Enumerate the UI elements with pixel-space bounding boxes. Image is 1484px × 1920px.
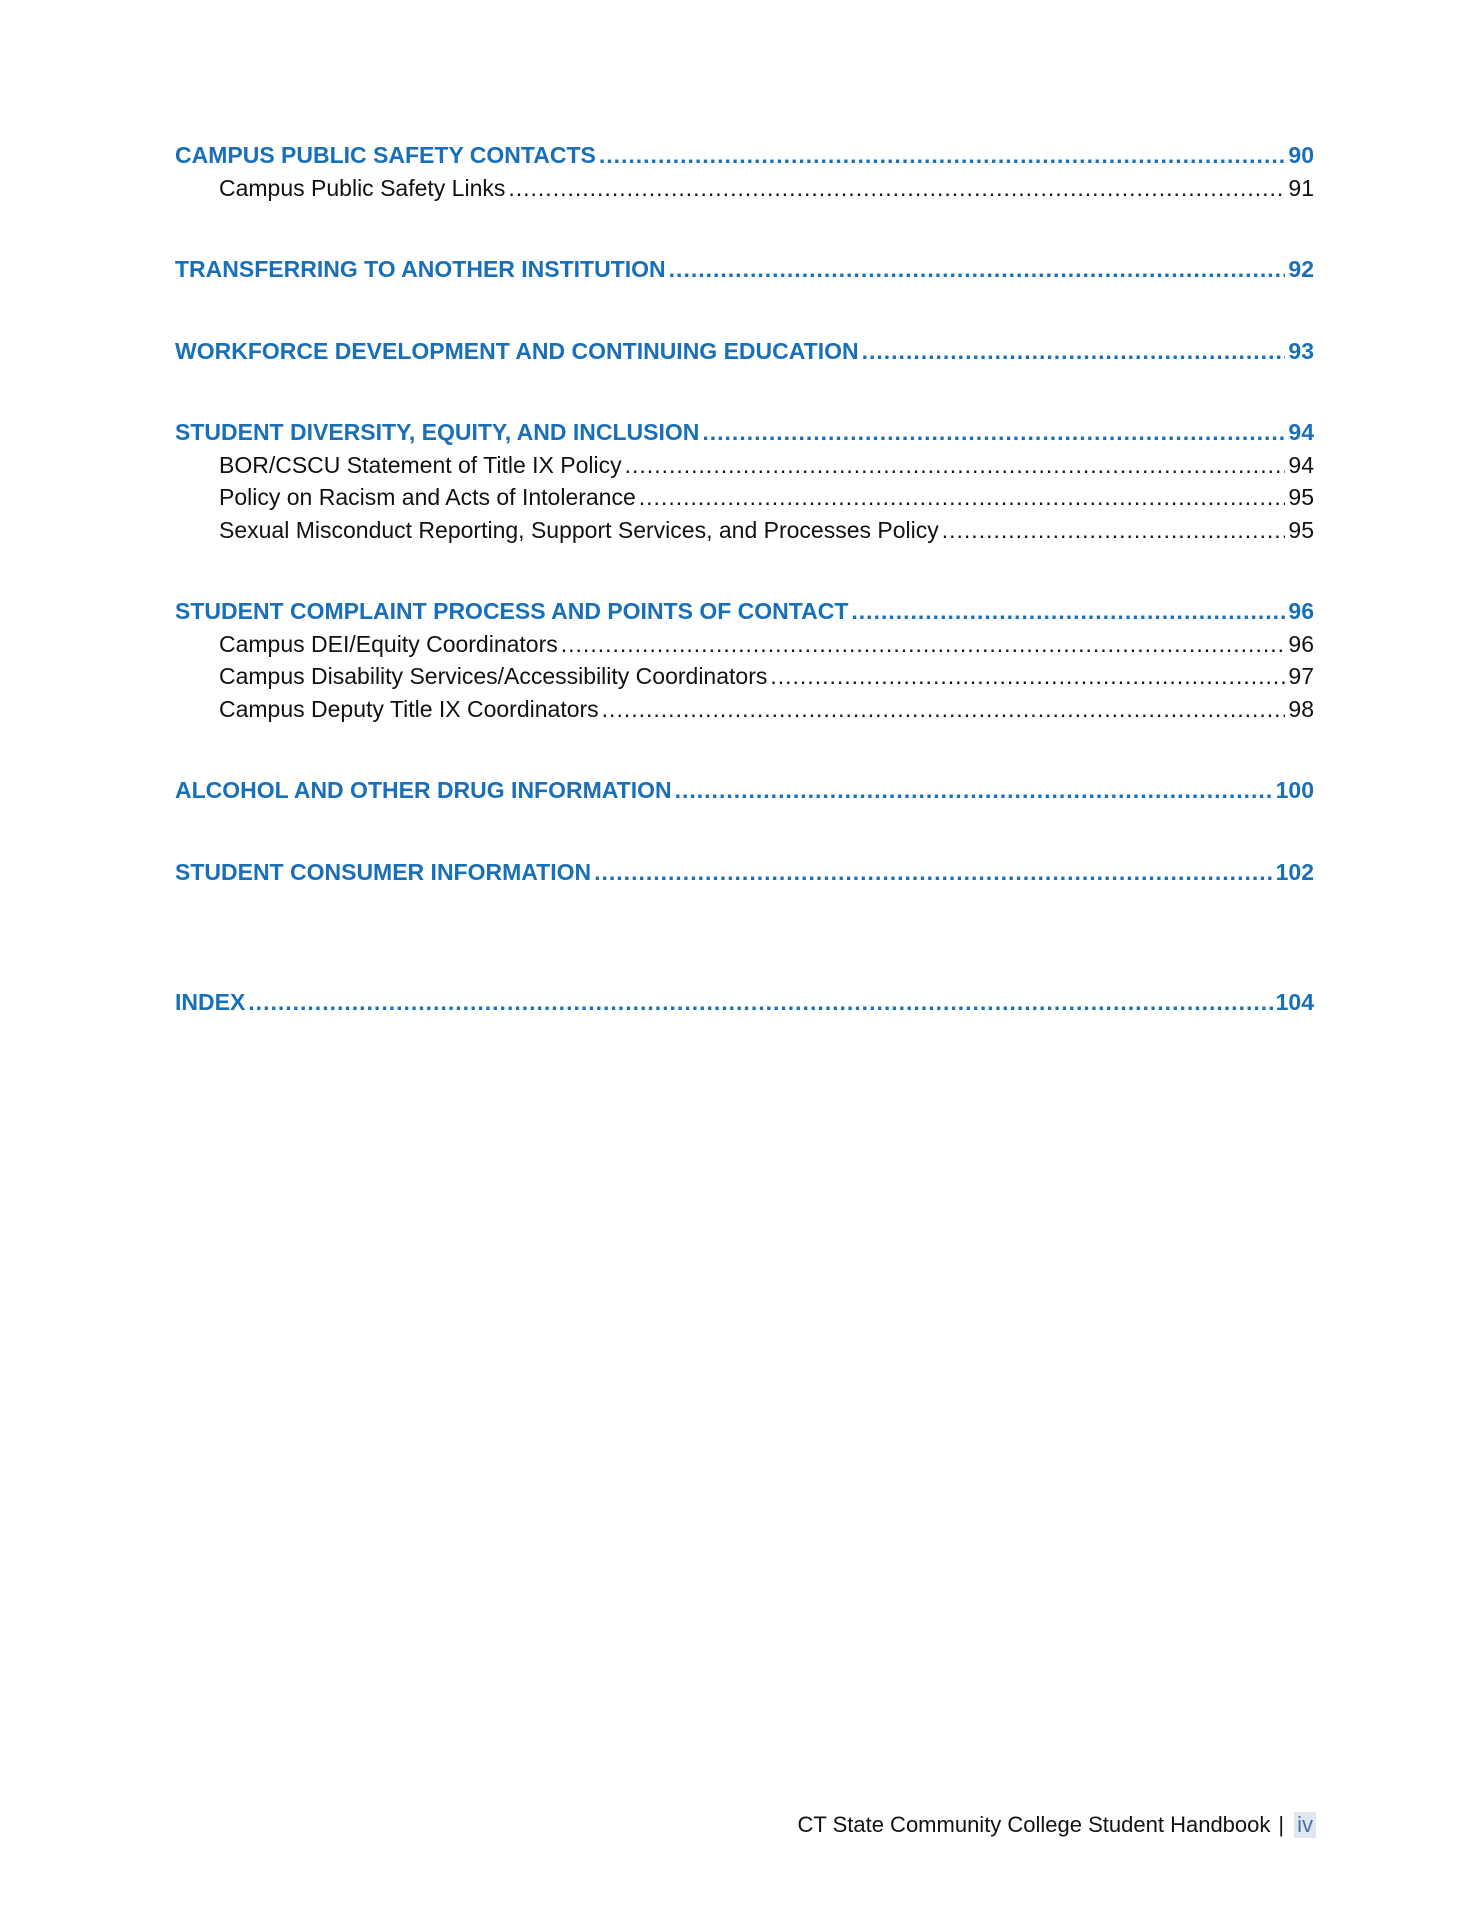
footer-title: CT State Community College Student Handbook: [797, 1812, 1271, 1837]
dot-leader: [248, 987, 1272, 1017]
dot-leader: [702, 417, 1285, 447]
toc-entry-title: Campus Disability Services/Accessibility Coordinators: [219, 663, 768, 689]
toc-entry-title-ix-coordinators[interactable]: [175, 694, 1314, 724]
dot-leader: [639, 482, 1286, 512]
toc-entry-title: Campus Deputy Title IX Coordinators: [219, 696, 599, 722]
toc-entry-page: 90: [1288, 142, 1314, 168]
toc-entry-title: STUDENT CONSUMER INFORMATION: [175, 859, 592, 885]
toc-entry-transferring[interactable]: [175, 254, 1314, 284]
toc-entry-dei-coordinators[interactable]: [175, 629, 1314, 659]
toc-entry-title: STUDENT DIVERSITY, EQUITY, AND INCLUSION: [175, 419, 700, 445]
dot-leader: [508, 173, 1285, 203]
toc-entry-workforce-development[interactable]: [175, 336, 1314, 366]
toc-entry-title: BOR/CSCU Statement of Title IX Policy: [219, 452, 622, 478]
toc-entry-page: 97: [1288, 663, 1314, 689]
dot-leader: [862, 336, 1286, 366]
toc-entry-title: STUDENT COMPLAINT PROCESS AND POINTS OF CONTACT: [175, 598, 849, 624]
dot-leader: [942, 515, 1286, 545]
dot-leader: [851, 596, 1285, 626]
toc-entry-page: 104: [1275, 989, 1314, 1015]
dot-leader: [602, 694, 1286, 724]
toc-entry-title: Policy on Racism and Acts of Intolerance: [219, 484, 636, 510]
toc-entry-title: ALCOHOL AND OTHER DRUG INFORMATION: [175, 777, 672, 803]
dot-leader: [675, 775, 1273, 805]
toc-entry-title: INDEX: [175, 989, 246, 1015]
toc-entry-page: 95: [1288, 517, 1314, 543]
toc-entry-disability-coordinators[interactable]: [175, 661, 1314, 691]
toc-entry-title: Sexual Misconduct Reporting, Support Services, and Processes Policy: [219, 517, 939, 543]
toc-entry-student-complaint[interactable]: [175, 596, 1314, 626]
toc-entry-title: CAMPUS PUBLIC SAFETY CONTACTS: [175, 142, 596, 168]
toc-entry-page: 94: [1288, 452, 1314, 478]
dot-leader: [669, 254, 1286, 284]
toc-entry-page: 93: [1288, 338, 1314, 364]
footer-page-number: iv: [1294, 1812, 1316, 1838]
toc-entry-consumer-information[interactable]: [175, 857, 1314, 887]
page-footer: [798, 1812, 1316, 1838]
toc-entry-page: 94: [1288, 419, 1314, 445]
toc-entry-page: 100: [1275, 777, 1314, 803]
toc-entry-campus-public-safety-links[interactable]: [175, 173, 1314, 203]
toc-entry-page: 96: [1288, 598, 1314, 624]
dot-leader: [599, 140, 1286, 170]
dot-leader: [594, 857, 1273, 887]
dot-leader: [625, 450, 1286, 480]
toc-entry-page: 98: [1288, 696, 1314, 722]
toc-entry-title: WORKFORCE DEVELOPMENT AND CONTINUING EDUCATION: [175, 338, 859, 364]
toc-entry-page: 95: [1288, 484, 1314, 510]
toc-entry-campus-public-safety-contacts[interactable]: [175, 140, 1314, 170]
dot-leader: [770, 661, 1285, 691]
toc-entry-sexual-misconduct[interactable]: [175, 515, 1314, 545]
toc-entry-page: 96: [1288, 631, 1314, 657]
toc-entry-page: 102: [1275, 859, 1314, 885]
toc-entry-title: Campus DEI/Equity Coordinators: [219, 631, 558, 657]
toc-entry-page: 91: [1288, 175, 1314, 201]
toc-entry-page: 92: [1288, 256, 1314, 282]
toc-entry-policy-on-racism[interactable]: [175, 482, 1314, 512]
toc-entry-title: Campus Public Safety Links: [219, 175, 506, 201]
toc-entry-student-diversity[interactable]: [175, 417, 1314, 447]
footer-separator: |: [1278, 1812, 1285, 1837]
toc-entry-title: TRANSFERRING TO ANOTHER INSTITUTION: [175, 256, 666, 282]
toc-entry-alcohol-drug[interactable]: [175, 775, 1314, 805]
toc-entry-index[interactable]: [175, 987, 1314, 1017]
toc-entry-title-ix-statement[interactable]: [175, 450, 1314, 480]
dot-leader: [561, 629, 1286, 659]
